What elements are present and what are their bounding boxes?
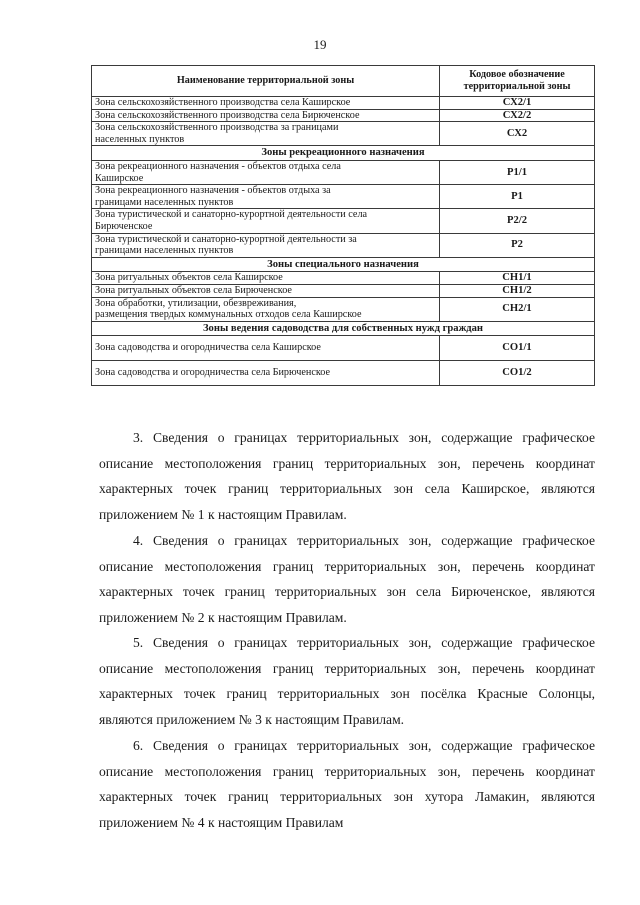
table-row — [92, 160, 595, 184]
zone-name-line: Зона садоводства и огородничества села Бирюченское — [95, 367, 331, 379]
zone-name — [92, 297, 440, 321]
table-section-row — [92, 321, 595, 336]
zone-code: Р2 — [440, 233, 595, 257]
table-row — [92, 209, 595, 233]
paragraph-line: описание местоположения границ территориальных зон, перечень координат — [99, 763, 595, 779]
section-title: Зоны рекреационного назначения — [92, 146, 595, 161]
table-header-row — [92, 66, 595, 97]
zone-name-line: размещения твердых коммунальных отходов села Каширское — [95, 309, 362, 321]
zones-table-body — [92, 97, 595, 386]
paragraph-line: описание местоположения границ территориальных зон, перечень координат — [99, 455, 595, 471]
page-number: 19 — [313, 37, 327, 52]
table-row — [92, 122, 595, 146]
zone-name-line: Зона ритуальных объектов села Бирюченское — [95, 284, 292, 296]
zone-name — [92, 185, 440, 209]
paragraph-line: 5. Сведения о границах территориальных зон, содержащие графическое — [133, 635, 595, 650]
table-row — [92, 97, 595, 110]
zone-code: СХ2 — [440, 122, 595, 146]
zone-name-line: Зона ритуальных объектов села Каширское — [95, 272, 283, 284]
zone-code: СН1/1 — [440, 272, 595, 285]
zone-name-line: населенных пунктов — [95, 133, 185, 145]
zone-name-line: границами населенных пунктов — [95, 196, 234, 208]
paragraph — [99, 425, 595, 528]
zone-code: Р1/1 — [440, 160, 595, 184]
zone-code: СХ2/2 — [440, 109, 595, 122]
zone-name-line: Зона сельскохозяйственного производства села Каширское — [95, 97, 351, 108]
paragraph-line: приложением № 2 к настоящим Правилам. — [99, 610, 347, 626]
paragraph-line: являются приложением № 3 к настоящим Правилам. — [99, 712, 405, 728]
zone-name-line: Зона сельскохозяйственного производства за границами — [95, 122, 339, 134]
zone-name-line: Зона туристической и санаторно-курортной деятельности села — [95, 209, 368, 221]
zone-name — [92, 361, 440, 386]
section-title: Зоны ведения садоводства для собственных нужд граждан — [92, 321, 595, 336]
zone-code: СО1/1 — [440, 336, 595, 361]
zone-name — [92, 272, 440, 285]
paragraph-line: 4. Сведения о границах территориальных зон, содержащие графическое — [133, 533, 595, 548]
paragraph-line: характерных точек границ территориальных зон хутора Ламакин, являются — [99, 789, 595, 805]
zone-code: СО1/2 — [440, 361, 595, 386]
zone-code: СН1/2 — [440, 284, 595, 297]
section-title: Зоны специального назначения — [92, 257, 595, 272]
table-row — [92, 284, 595, 297]
zones-table — [91, 65, 595, 386]
paragraph — [99, 630, 595, 733]
zone-code: Р2/2 — [440, 209, 595, 233]
paragraph-line: описание местоположения границ территориальных зон, перечень координат — [99, 558, 595, 574]
zone-code: СН2/1 — [440, 297, 595, 321]
zone-name — [92, 109, 440, 122]
zone-name-line: Бирюченское — [95, 220, 153, 232]
paragraph-line: приложением № 1 к настоящим Правилам. — [99, 507, 347, 523]
zone-name-line: Каширское — [95, 172, 144, 184]
table-row — [92, 297, 595, 321]
paragraph-line: характерных точек границ территориальных зон посёлка Красные Солонцы, — [99, 686, 595, 702]
zone-name — [92, 284, 440, 297]
paragraph-line: 3. Сведения о границах территориальных зон, содержащие графическое — [133, 430, 595, 445]
zone-name-line: Зона сельскохозяйственного производства села Бирюченское — [95, 109, 360, 121]
table-row — [92, 272, 595, 285]
paragraph — [99, 733, 595, 836]
zone-name — [92, 209, 440, 233]
zone-code: СХ2/1 — [440, 97, 595, 110]
header-zone-code: Кодовое обозначение территориальной зоны — [440, 66, 595, 97]
zone-name — [92, 336, 440, 361]
header-zone-name: Наименование территориальной зоны — [92, 66, 440, 97]
table-section-row — [92, 257, 595, 272]
zone-name — [92, 122, 440, 146]
table-row — [92, 361, 595, 386]
zone-name-line: Зона рекреационного назначения - объектов отдыха села — [95, 160, 341, 172]
zone-name-line: границами населенных пунктов — [95, 245, 234, 257]
zone-name-line: Зона туристической и санаторно-курортной деятельности за — [95, 233, 357, 245]
zone-name — [92, 160, 440, 184]
zone-name — [92, 233, 440, 257]
zone-name — [92, 97, 440, 110]
table-section-row — [92, 146, 595, 161]
paragraph-line: приложением № 4 к настоящим Правилам — [99, 815, 344, 831]
zone-name-line: Зона обработки, утилизации, обезвреживания, — [95, 297, 297, 309]
paragraph-line: 6. Сведения о границах территориальных зон, содержащие графическое — [133, 738, 595, 753]
paragraph-line: характерных точек границ территориальных зон села Каширское, являются — [99, 481, 595, 497]
paragraph — [99, 528, 595, 631]
table-row — [92, 336, 595, 361]
table-row — [92, 233, 595, 257]
paragraph-line: характерных точек границ территориальных зон села Бирюченское, являются — [99, 584, 595, 600]
zone-name-line: Зона садоводства и огородничества села Каширское — [95, 342, 321, 354]
paragraph-line: описание местоположения границ территориальных зон, перечень координат — [99, 660, 595, 676]
table-row — [92, 185, 595, 209]
zone-code: Р1 — [440, 185, 595, 209]
table-row — [92, 109, 595, 122]
zone-name-line: Зона рекреационного назначения - объектов отдыха за — [95, 185, 331, 197]
